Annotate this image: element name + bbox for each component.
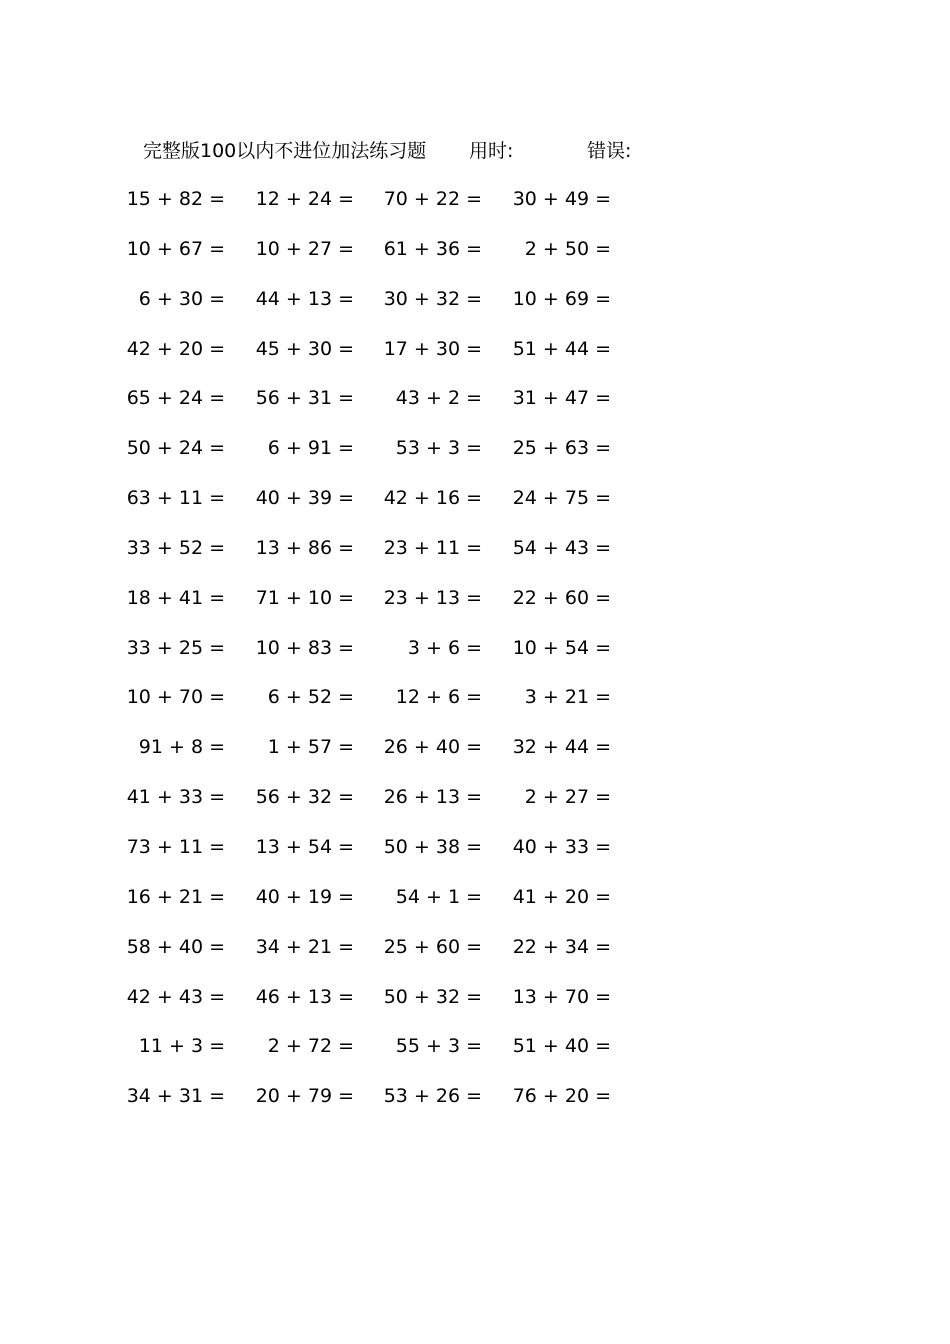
problem-item: 6 + 30 = bbox=[138, 287, 225, 310]
problem-item: 50 + 24 = bbox=[126, 437, 225, 460]
problem-item: 56 + 31 = bbox=[255, 387, 354, 410]
problem-item: 24 + 75 = bbox=[512, 487, 611, 510]
problem-item: 12 + 6 = bbox=[395, 686, 482, 709]
problem-item: 10 + 69 = bbox=[512, 287, 611, 310]
problem-item: 22 + 60 = bbox=[512, 586, 611, 609]
problem-item: 53 + 3 = bbox=[395, 437, 482, 460]
problem-item: 44 + 13 = bbox=[255, 287, 354, 310]
problem-item: 34 + 21 = bbox=[255, 935, 354, 958]
problem-item: 16 + 21 = bbox=[126, 885, 225, 908]
problem-item: 51 + 44 = bbox=[512, 337, 611, 360]
problem-item: 22 + 34 = bbox=[512, 935, 611, 958]
problem-row bbox=[0, 433, 950, 483]
problem-item: 54 + 1 = bbox=[395, 885, 482, 908]
problem-item: 11 + 3 = bbox=[138, 1035, 225, 1058]
problem-row bbox=[0, 234, 950, 284]
problem-item: 2 + 72 = bbox=[267, 1035, 354, 1058]
problem-item: 3 + 21 = bbox=[524, 686, 611, 709]
problem-row bbox=[0, 284, 950, 334]
problem-item: 15 + 82 = bbox=[126, 188, 225, 210]
problem-item: 58 + 40 = bbox=[126, 935, 225, 958]
problem-row bbox=[0, 383, 950, 433]
problem-row bbox=[0, 832, 950, 882]
problem-item: 2 + 27 = bbox=[524, 786, 611, 809]
problem-item: 55 + 3 = bbox=[395, 1035, 482, 1058]
problem-row bbox=[0, 1031, 950, 1081]
problem-item: 70 + 22 = bbox=[383, 188, 482, 210]
problem-item: 61 + 36 = bbox=[383, 237, 482, 260]
problem-item: 42 + 20 = bbox=[126, 337, 225, 360]
problem-item: 1 + 57 = bbox=[267, 736, 354, 759]
problem-item: 40 + 39 = bbox=[255, 487, 354, 510]
problem-item: 30 + 49 = bbox=[512, 188, 611, 210]
problem-item: 53 + 26 = bbox=[383, 1085, 482, 1108]
problem-item: 12 + 24 = bbox=[255, 188, 354, 210]
errors-label: 错误: bbox=[587, 140, 632, 162]
problem-item: 56 + 32 = bbox=[255, 786, 354, 809]
problem-row bbox=[0, 633, 950, 683]
problem-item: 40 + 33 = bbox=[512, 835, 611, 858]
problem-item: 20 + 79 = bbox=[255, 1085, 354, 1108]
problem-item: 10 + 83 = bbox=[255, 636, 354, 659]
problem-item: 76 + 20 = bbox=[512, 1085, 611, 1108]
problem-row bbox=[0, 1081, 950, 1131]
problem-item: 6 + 91 = bbox=[267, 437, 354, 460]
problem-item: 17 + 30 = bbox=[383, 337, 482, 360]
problem-item: 40 + 19 = bbox=[255, 885, 354, 908]
problem-item: 43 + 2 = bbox=[395, 387, 482, 410]
problem-row bbox=[0, 732, 950, 782]
problem-item: 46 + 13 = bbox=[255, 985, 354, 1008]
problem-item: 13 + 54 = bbox=[255, 835, 354, 858]
problem-item: 51 + 40 = bbox=[512, 1035, 611, 1058]
problem-item: 31 + 47 = bbox=[512, 387, 611, 410]
problem-row bbox=[0, 334, 950, 384]
problem-item: 23 + 11 = bbox=[383, 536, 482, 559]
problem-item: 26 + 40 = bbox=[383, 736, 482, 759]
problem-item: 10 + 27 = bbox=[255, 237, 354, 260]
problem-item: 23 + 13 = bbox=[383, 586, 482, 609]
problem-item: 42 + 16 = bbox=[383, 487, 482, 510]
time-label: 用时: bbox=[469, 140, 514, 162]
problem-item: 41 + 33 = bbox=[126, 786, 225, 809]
problem-row bbox=[0, 882, 950, 932]
problem-item: 18 + 41 = bbox=[126, 586, 225, 609]
problem-row bbox=[0, 982, 950, 1032]
problem-item: 6 + 52 = bbox=[267, 686, 354, 709]
problem-item: 33 + 52 = bbox=[126, 536, 225, 559]
problem-item: 45 + 30 = bbox=[255, 337, 354, 360]
problem-item: 30 + 32 = bbox=[383, 287, 482, 310]
problem-grid bbox=[0, 184, 950, 1131]
worksheet-header bbox=[143, 136, 703, 166]
problem-item: 33 + 25 = bbox=[126, 636, 225, 659]
problem-item: 13 + 70 = bbox=[512, 985, 611, 1008]
worksheet-title: 完整版100以内不进位加法练习题 bbox=[143, 140, 427, 162]
problem-item: 50 + 32 = bbox=[383, 985, 482, 1008]
problem-item: 91 + 8 = bbox=[138, 736, 225, 759]
problem-item: 41 + 20 = bbox=[512, 885, 611, 908]
problem-row bbox=[0, 583, 950, 633]
problem-item: 63 + 11 = bbox=[126, 487, 225, 510]
problem-item: 10 + 54 = bbox=[512, 636, 611, 659]
problem-item: 71 + 10 = bbox=[255, 586, 354, 609]
problem-row bbox=[0, 184, 950, 234]
problem-item: 25 + 63 = bbox=[512, 437, 611, 460]
problem-item: 54 + 43 = bbox=[512, 536, 611, 559]
problem-item: 26 + 13 = bbox=[383, 786, 482, 809]
problem-item: 10 + 67 = bbox=[126, 237, 225, 260]
problem-row bbox=[0, 782, 950, 832]
problem-row bbox=[0, 533, 950, 583]
problem-item: 10 + 70 = bbox=[126, 686, 225, 709]
problem-item: 73 + 11 = bbox=[126, 835, 225, 858]
problem-item: 3 + 6 = bbox=[407, 636, 482, 659]
problem-row bbox=[0, 932, 950, 982]
problem-item: 32 + 44 = bbox=[512, 736, 611, 759]
problem-item: 2 + 50 = bbox=[524, 237, 611, 260]
problem-item: 13 + 86 = bbox=[255, 536, 354, 559]
problem-row bbox=[0, 682, 950, 732]
problem-item: 42 + 43 = bbox=[126, 985, 225, 1008]
problem-item: 65 + 24 = bbox=[126, 387, 225, 410]
problem-item: 50 + 38 = bbox=[383, 835, 482, 858]
problem-item: 25 + 60 = bbox=[383, 935, 482, 958]
problem-row bbox=[0, 483, 950, 533]
problem-item: 34 + 31 = bbox=[126, 1085, 225, 1108]
